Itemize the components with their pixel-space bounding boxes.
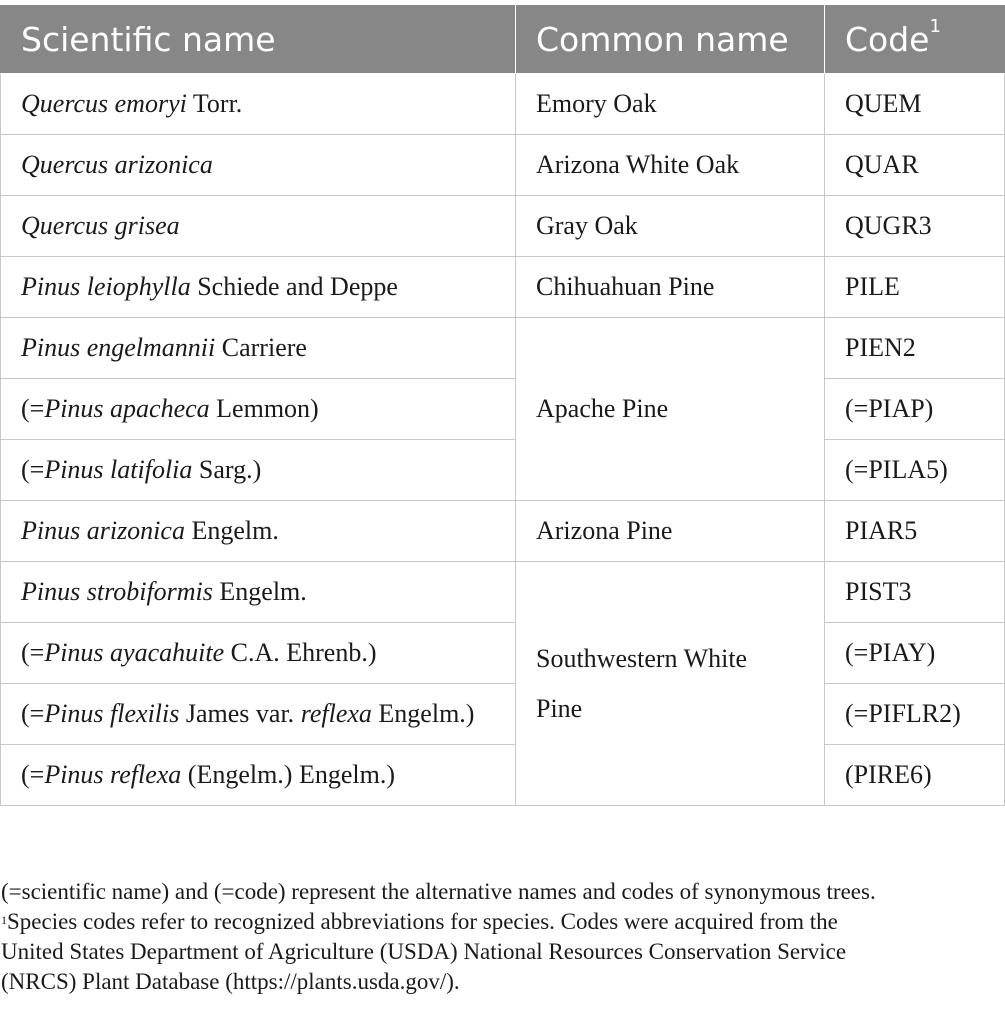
- scientific-name-italic: Pinus leiophylla: [21, 272, 191, 301]
- scientific-name-italic: Pinus latifolia: [44, 455, 193, 484]
- scientific-name-cell: [1, 562, 516, 623]
- code-cell: PIAR5: [825, 501, 1005, 562]
- scientific-name-cell: [1, 318, 516, 379]
- synonym-prefix: (=: [21, 699, 45, 728]
- species-table: [0, 5, 1005, 806]
- table-row: [1, 501, 1005, 562]
- scientific-name-variety-text: James var.: [179, 699, 301, 728]
- code-cell: PILE: [825, 257, 1005, 318]
- scientific-name-authority: Carriere: [215, 333, 307, 362]
- header-code-footnote-mark: 1: [929, 15, 941, 37]
- scientific-name-cell: [1, 684, 516, 745]
- scientific-name-cell: [1, 74, 516, 135]
- table-footnotes: [1, 877, 1001, 997]
- common-name-line-2: Pine: [536, 693, 583, 723]
- table-row: [1, 196, 1005, 257]
- scientific-name-italic: Pinus strobiformis: [21, 577, 213, 606]
- code-cell: PIEN2: [825, 318, 1005, 379]
- common-name-line-1: Southwestern White: [536, 643, 748, 673]
- scientific-name-cell: [1, 745, 516, 806]
- scientific-name-italic: Pinus ayacahuite: [44, 638, 225, 667]
- table-row: [1, 745, 1005, 806]
- scientific-name-cell: [1, 257, 516, 318]
- footnote-species-codes-line-3: (NRCS) Plant Database (https://plants.usda.gov/).: [1, 969, 460, 994]
- scientific-name-authority: C.A. Ehrenb.): [224, 638, 377, 667]
- scientific-name-italic: Quercus arizonica: [21, 150, 213, 179]
- synonym-prefix: (=: [21, 394, 45, 423]
- scientific-name-italic: Pinus apacheca: [44, 394, 210, 423]
- table-row: [1, 135, 1005, 196]
- header-common-name: [516, 5, 825, 74]
- table-header-row: [1, 5, 1005, 74]
- scientific-name-authority: Schiede and Deppe: [190, 272, 398, 301]
- code-cell: (PIRE6): [825, 745, 1005, 806]
- scientific-name-cell: [1, 501, 516, 562]
- table-row: [1, 562, 1005, 623]
- synonym-prefix: (=: [21, 638, 45, 667]
- footnote-species-codes-line-1: Species codes refer to recognized abbreviations for species. Codes were acquired from the: [7, 909, 838, 934]
- header-code-label: Code: [845, 19, 930, 59]
- scientific-name-variety-italic: reflexa: [300, 699, 372, 728]
- scientific-name-authority: Lemmon): [209, 394, 319, 423]
- footnote-mark: 1: [1, 913, 7, 927]
- scientific-name-authority: Torr.: [186, 89, 243, 118]
- table-row: [1, 379, 1005, 440]
- table-row: [1, 440, 1005, 501]
- scientific-name-italic: Quercus emoryi: [21, 89, 187, 118]
- footnote-synonyms: (=scientific name) and (=code) represent the alternative names and codes of synonymous trees.: [1, 879, 876, 904]
- code-cell: (=PILA5): [825, 440, 1005, 501]
- common-name-cell: Emory Oak: [516, 74, 825, 135]
- scientific-name-italic: Quercus grisea: [21, 211, 180, 240]
- common-name-cell: Chihuahuan Pine: [516, 257, 825, 318]
- common-name-cell: Apache Pine: [516, 318, 825, 501]
- header-common-name-label: Common name: [536, 19, 789, 59]
- scientific-name-authority: Engelm.): [371, 699, 475, 728]
- scientific-name-italic: Pinus reflexa: [44, 760, 182, 789]
- scientific-name-cell: [1, 379, 516, 440]
- scientific-name-cell: [1, 135, 516, 196]
- table-row: [1, 623, 1005, 684]
- code-cell: QUAR: [825, 135, 1005, 196]
- scientific-name-italic: Pinus flexilis: [44, 699, 180, 728]
- common-name-cell: Arizona Pine: [516, 501, 825, 562]
- scientific-name-authority: Engelm.: [184, 516, 279, 545]
- table-row: [1, 318, 1005, 379]
- code-cell: (=PIAP): [825, 379, 1005, 440]
- synonym-prefix: (=: [21, 455, 45, 484]
- common-name-cell: Arizona White Oak: [516, 135, 825, 196]
- scientific-name-italic: Pinus engelmannii: [21, 333, 216, 362]
- code-cell: (=PIAY): [825, 623, 1005, 684]
- scientific-name-cell: [1, 623, 516, 684]
- scientific-name-italic: Pinus arizonica: [21, 516, 185, 545]
- scientific-name-authority: Engelm.: [212, 577, 307, 606]
- table-row: [1, 257, 1005, 318]
- table-row: [1, 684, 1005, 745]
- header-scientific-name: [1, 5, 516, 74]
- header-scientific-name-label: Scientific name: [21, 19, 276, 59]
- table-row: [1, 74, 1005, 135]
- scientific-name-cell: [1, 440, 516, 501]
- scientific-name-authority: Sarg.): [192, 455, 262, 484]
- common-name-cell: Gray Oak: [516, 196, 825, 257]
- footnote-species-codes: [1, 907, 1001, 937]
- synonym-prefix: (=: [21, 760, 45, 789]
- code-cell: QUGR3: [825, 196, 1005, 257]
- code-cell: QUEM: [825, 74, 1005, 135]
- scientific-name-authority: (Engelm.) Engelm.): [181, 760, 395, 789]
- code-cell: PIST3: [825, 562, 1005, 623]
- header-code: [825, 5, 1005, 74]
- common-name-cell: [516, 562, 825, 806]
- code-cell: (=PIFLR2): [825, 684, 1005, 745]
- scientific-name-cell: [1, 196, 516, 257]
- footnote-species-codes-line-2: United States Department of Agriculture (USDA) National Resources Conservation Service: [1, 939, 847, 964]
